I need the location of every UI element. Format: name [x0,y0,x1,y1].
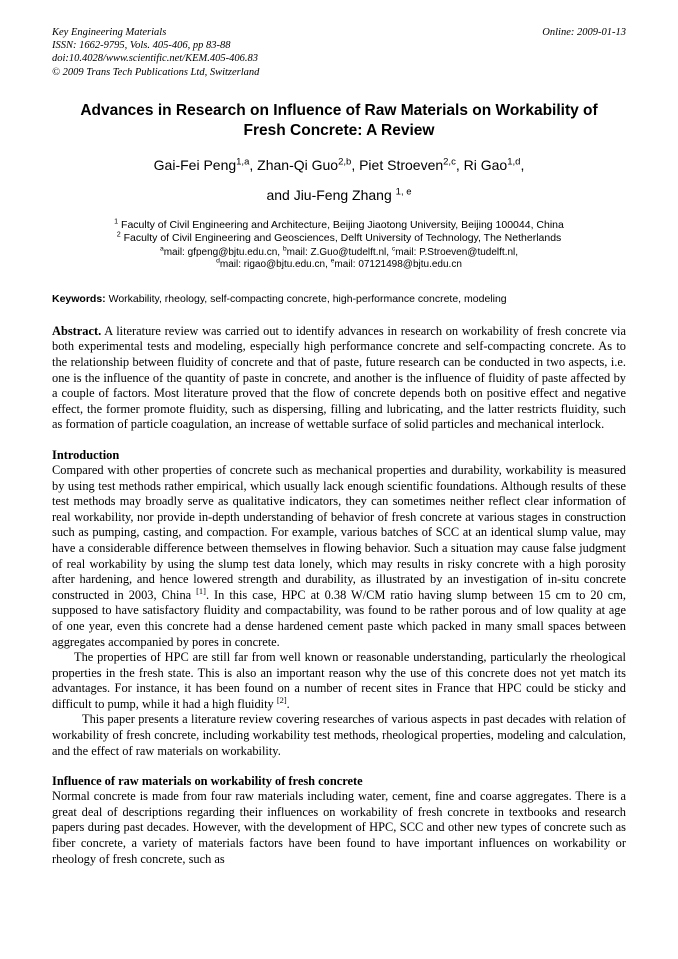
email-sup-c: c [391,245,396,253]
email-peng: mail: gfpeng@bjtu.edu.cn, [163,246,283,258]
title-line-1: Advances in Research on Influence of Raw Materials on Workability of [80,101,598,119]
abstract-label: Abstract. [52,323,102,338]
author-guo-sup: 2,b [338,156,352,168]
paragraph-intro-2 [52,650,626,712]
journal-name: Key Engineering Materials [52,27,167,38]
section-heading-influence: Influence of raw materials on workability of fresh concrete [52,774,363,789]
affiliation-1 [52,219,626,233]
author-peng: Gai-Fei Peng [153,156,237,173]
paragraph-intro-1-text-b: . In this case, HPC at 0.38 W/CM ratio having slump between 15 cm to 20 cm, supposed to have satisfactory fluidity and compactability, was found to be rather porous and of low quality at age of one year, even this concrete had a dense hardened cement paste which packed in many small spaces between aggregates accompanied by pores in concrete. [52,587,626,649]
affiliations [52,219,626,246]
paragraph-intro-1 [52,463,626,650]
citation-ref-2: [2] [276,694,287,705]
author-peng-sup: 1,a [236,156,250,168]
paragraph-intro-3-text: This paper presents a literature review covering researches of various aspects in past decades with relation of workability of fresh concrete, including workability test methods, rheological properties, modeling and calculation, and the effect of raw materials on workability. [52,712,626,758]
paragraph-intro-3 [52,712,626,759]
affiliation-2-sup: 2 [116,230,121,239]
paragraph-intro-1-text-a: Compared with other properties of concrete such as mechanical properties and durability, workability is measured by using test methods rather empirical, which usually lack enough scientific foundations. Although results of these test methods may broadly serve as qualitative indicators, they can sometimes neither reflect clear information of real workability, nor provide in-depth understanding of behavior of fresh concrete at various stages in construction such as pumping, casting, and compaction. For example, various batches of SCC at an identical slump value, may have a considerable difference between themselves in flowing behavior. Such a situation may cause false judgment of real workability by using the slump test data lonely, which may results in risky concrete with a high porosity after hardening, and hence lowered strength and durability, as illustrated by an investigation of in-situ concrete constructed in 2003, China [52,462,626,602]
issn-line: ISSN: 1662-9795, Vols. 405-406, pp 83-88 [52,40,231,52]
author-gao-sup: 1,d [507,156,521,168]
paragraph-influence-1 [52,789,626,867]
email-gao: mail: rigao@bjtu.edu.cn, [219,259,331,271]
email-sup-e: e [330,257,335,265]
online-date: Online: 2009-01-13 [542,27,626,38]
author-stroeven: , Piet Stroeven [351,156,444,173]
page-header [52,26,626,79]
email-sup-d: d [216,257,220,265]
author-gao: , Ri Gao [455,156,508,173]
affiliation-2-text: Faculty of Civil Engineering and Geosciences, Delft University of Technology, The Netherlands [120,232,562,245]
keywords [52,292,626,306]
author-zhang-sup: 1, e [395,186,412,198]
paragraph-influence-1-text: Normal concrete is made from four raw materials including water, cement, fine and coarse aggregates. There is a great deal of descriptions regarding their influences on workability of fresh concrete in textbooks and research papers during past decades. However, with the development of HPC, SCC and other new types of concrete such as fiber concrete, a variety of materials factors have been found to have important influences on workability or rheology of fresh concrete, such as [52,789,626,866]
keywords-text: Workability, rheology, self-compacting concrete, high-performance concrete, modeling [105,292,507,305]
email-zhang: mail: 07121498@bjtu.edu.cn [334,259,462,271]
author-zhang: and Jiu-Feng Zhang [266,186,396,203]
paragraph-intro-2-text-b: . [286,696,290,711]
author-list-line-1 [52,155,626,175]
title-line-2: Fresh Concrete: A Review [243,121,435,139]
paragraph-intro-2-text-a: The properties of HPC are still far from well known or reasonable understanding, particularly the rheological properties in the fresh state. This is also an important reason why the use of this concrete does not yet match its advantages. For instance, it has been found on a number of recent sites in France that HPC could be sticky and difficult to pump, while it had a high fluidity [52,650,626,711]
page-title [60,101,618,141]
abstract [52,324,626,433]
abstract-text: A literature review was carried out to identify advances in research on workability of fresh concrete via both experimental tests and modeling, especially high performance concrete and self-compacting concrete. As to the relationship between fluidity of concrete and that of paste, future research can be conducted in two aspects, i.e. one is the influence of the quantity of paste in concrete, and another is the influence of fluidity of paste affected by a couple of factors. Most literature proved that the flow of concrete depends both on positive effect and negative effect, the former promote fluidity, such as dispersing, filling and lubricating, and the latter restricts fluidity, such as formation of particle coagulation, an increase of wettable surface of solid particles and mechanical interlock. [52,323,626,432]
section-heading-introduction: Introduction [52,447,120,462]
keywords-label: Keywords: [52,292,106,305]
citation-ref-1: [1] [196,585,206,596]
author-list-line-2 [52,185,626,205]
email-stroeven: mail: P.Stroeven@tudelft.nl, [395,246,519,258]
affiliation-1-sup: 1 [114,217,119,226]
affiliation-2 [52,232,626,246]
email-line-1 [52,247,626,260]
author-line1-comma: , [520,156,525,173]
author-guo: , Zhan-Qi Guo [249,156,339,173]
email-sup-b: b [282,245,287,253]
email-line-2 [52,259,626,272]
doi-line: doi:10.4028/www.scientific.net/KEM.405-406.83 [52,53,258,65]
author-emails [52,247,626,272]
affiliation-1-text: Faculty of Civil Engineering and Architecture, Beijing Jiaotong University, Beijing 100044, China [118,218,564,231]
copyright-line: © 2009 Trans Tech Publications Ltd, Switzerland [52,66,260,78]
author-stroeven-sup: 2,c [443,156,456,168]
email-guo: mail: Z.Guo@tudelft.nl, [286,246,392,258]
email-sup-a: a [159,245,164,253]
